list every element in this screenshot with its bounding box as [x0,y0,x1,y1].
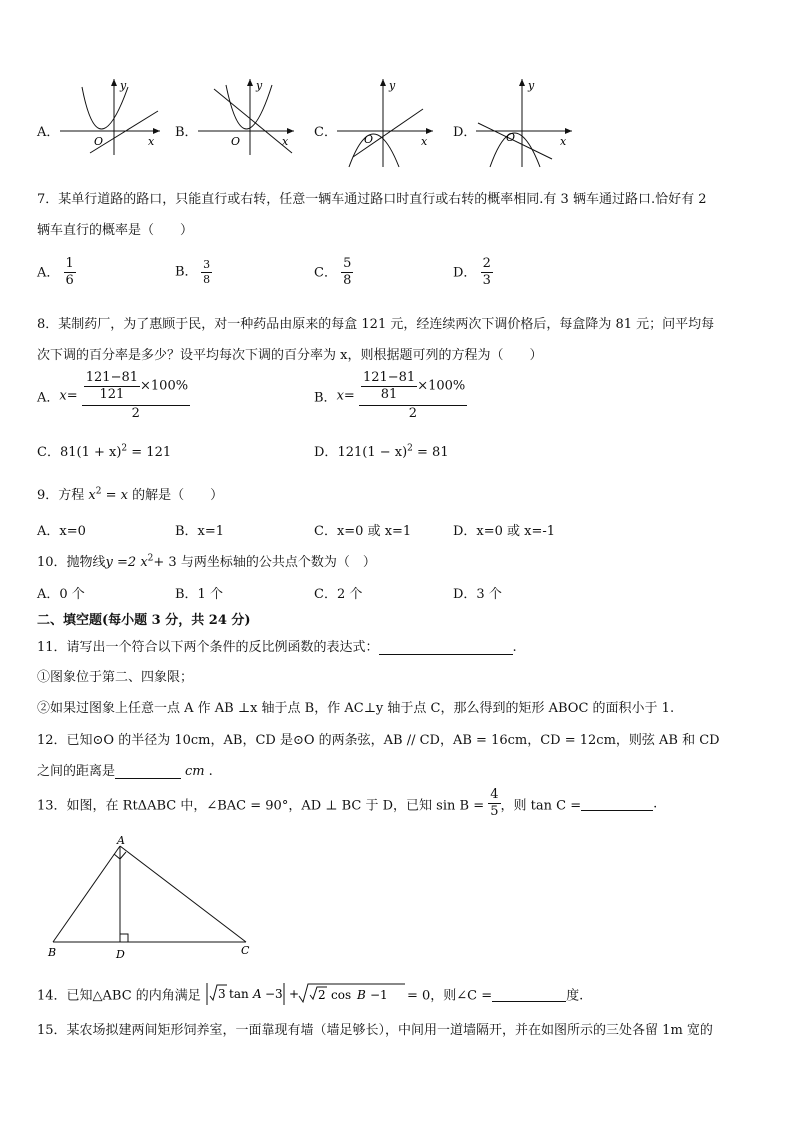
q8-line2: 次下调的百分率是多少？设平均每次下调的百分率为 x，则根据题可列的方程为（ ） [37,348,543,363]
x-axis-arrow [565,128,572,134]
q6-graph-a [60,75,165,157]
q8-option-b [314,370,467,422]
x-axis-arrow [287,128,294,134]
q9-mid: = [101,488,121,503]
x-label: x [148,135,155,148]
q12-unit: cm [185,764,205,779]
x-axis-arrow [426,128,433,134]
outer-denominator: 2 [131,405,140,421]
label-c: C [241,944,250,957]
numerator: 4 [488,787,500,804]
y-label: y [120,79,127,92]
numerator: 1 [64,256,76,273]
y-axis-arrow [519,79,525,86]
origin-label: O [364,133,374,146]
q10-option-b: B．1 个 [175,587,223,602]
svg-text:B: B [356,988,366,1002]
origin-label: O [94,135,104,148]
svg-text:2: 2 [317,988,326,1002]
x-label: x [282,135,289,148]
inner-numerator: 121−81 [84,370,140,387]
fraction [201,258,212,287]
svg-text:3: 3 [217,987,226,1001]
q13-question [37,787,657,821]
q9-exp: 2 [95,486,102,497]
expr-pre: 121(1 − x) [337,445,408,460]
q11-cond2: ②如果过图象上任意一点 A 作 AB ⊥x 轴于点 B，作 AC⊥y 轴于点 C，那么得到的矩形 ABOC 的面积小于 1. [37,701,675,716]
option-label: B． [175,264,198,280]
expr-post: = 81 [412,445,449,460]
y-axis-arrow [111,79,117,86]
numerator: 2 [481,256,493,273]
fraction [481,256,493,290]
inner-numerator: 121−81 [361,370,417,387]
inner-fraction [361,370,417,404]
q9-var: x [88,488,96,503]
q6-option-b-label: B． [175,125,198,140]
q7-line1: 7．某单行道路的路口，只能直行或右转，任意一辆车通过路口时直行或右转的概率相同.有 3 辆车通过路口.恰好有 2 [37,192,707,207]
q11-cond1: ①图象位于第二、四象限； [37,670,194,685]
q8-option-a [37,370,190,422]
q13-answer-blank[interactable] [581,796,653,811]
q6-option-a-label: A． [37,125,60,140]
q8-line1: 8．某制药厂，为了惠顾于民，对一种药品由原来的每盒 121 元，经连续两次下调价格后，每盒降为 81 元；问平均每 [37,317,715,332]
lhs: x= [59,388,78,404]
numerator: 3 [203,258,211,271]
y-label: y [528,79,535,92]
option-label: D． [314,445,338,460]
x-axis-arrow [153,128,160,134]
svg-text:tan: tan [228,987,249,1001]
q12-line1: 12．已知⊙O 的半径为 10cm，AB，CD 是⊙O 的两条弦，AB // CD，AB = 16cm，CD = 12cm，则弦 AB 和 CD [37,733,720,748]
q9-pre: 9．方程 [37,488,89,503]
outer-fraction [359,370,467,422]
q12-end: . [208,764,213,779]
q9-var2: x [120,488,128,503]
x-label: x [560,135,567,148]
exponent: 2 [407,443,413,454]
q12-pre: 之间的距离是 [37,764,116,779]
expr-post: = 121 [127,445,172,460]
side-ac [120,846,246,942]
q10-pre: 10．抛物线 [37,555,106,570]
q10-exp: 2 [147,553,154,564]
q10-option-d: D．3 个 [453,587,502,602]
y-axis-arrow [380,79,386,86]
denominator: 8 [203,272,211,286]
label-a: A [117,834,125,847]
q13-pre: 13．如图，在 RtΔABC 中，∠BAC = 90°，AD ⊥ BC 于 D，已知 sin B = [37,798,485,814]
q12-line2 [37,760,213,779]
y-axis-arrow [247,79,253,86]
q6-option-d-label: D． [453,125,477,140]
q6-graph-b [198,75,303,157]
label-b: B [48,946,57,959]
q6-graph-c [337,75,442,170]
q14-question [37,982,583,1006]
parabola [349,134,399,167]
parabola [82,87,128,129]
y-label: y [389,79,396,92]
fraction [64,256,76,290]
fraction [341,256,353,290]
option-label: D． [453,265,477,281]
q6-graph-d [476,75,581,170]
q9-option-c: C．x=0 或 x=1 [314,524,412,539]
q13-end: . [653,796,658,812]
option-label: A． [37,390,60,406]
inner-denominator: 81 [380,387,398,403]
q10-option-c: C．2 个 [314,587,363,602]
svg-text:−3: −3 [264,987,283,1001]
q11-end: . [512,640,517,655]
q10-formula: y =2 x [105,555,148,570]
svg-text:A: A [252,987,262,1001]
q14-pre: 14．已知△ABC 的内角满足 [37,988,201,1004]
svg-text:−1: −1 [369,988,388,1002]
denominator: 3 [482,273,491,289]
option-label: C． [37,445,60,460]
q9-post: 的解是（ ） [128,488,224,503]
exponent: 2 [121,443,128,454]
q15-line1: 15．某农场拟建两间矩形饲养室，一面靠现有墙（墙足够长），中间用一道墙隔开，并在如图所示的三处各留 1m 宽的 [37,1023,713,1038]
right-angle-d [120,934,128,942]
q8-option-d [314,441,449,460]
q10-post: 与两坐标轴的公共点个数为（ ） [176,555,376,570]
percent: ×100% [140,378,189,394]
q8-option-c [37,441,171,460]
q6-option-c-label: C． [314,125,337,140]
outer-numerator [82,370,190,406]
label-d: D [116,948,125,961]
q14-mid: = 0，则∠C = [406,988,493,1004]
q13-fraction [488,787,500,821]
outer-denominator: 2 [408,405,418,421]
section-title: 二、填空题(每小题 3 分，共 24 分) [37,613,251,628]
origin-label: O [506,131,516,144]
lhs: x= [336,388,355,404]
inner-fraction [84,370,140,404]
q7-option-d [453,256,493,290]
y-label: y [256,79,263,92]
option-label: A． [37,265,60,281]
q13-post: ，则 tan C = [500,798,582,814]
q9-option-b: B．x=1 [175,524,225,539]
q10-question [37,551,376,570]
side-ab [53,846,120,942]
q11-answer-blank[interactable] [379,640,513,655]
q7-option-b [175,258,212,287]
q9-option-a: A．x=0 [37,524,86,539]
expr-pre: 81(1 + x) [59,445,122,460]
denominator: 6 [65,273,74,289]
origin-label: O [231,135,241,148]
line [214,89,292,153]
outer-fraction [82,370,190,422]
q14-formula [205,982,407,1006]
svg-text:cos: cos [330,988,352,1002]
q7-option-a [37,256,76,290]
parabola [226,85,272,129]
q10-formula-post: + 3 [153,555,177,570]
x-label: x [421,135,428,148]
q14-end: 度. [566,988,584,1004]
q9-option-d: D．x=0 或 x=-1 [453,524,556,539]
inner-denominator: 121 [99,387,125,403]
option-label: B． [314,390,337,406]
q7-option-c [314,256,353,290]
option-label: C． [314,265,337,281]
q11-text: 11．请写出一个符合以下两个条件的反比例函数的表达式： [37,640,379,655]
percent: ×100% [417,378,466,394]
denominator: 5 [490,804,499,820]
q13-triangle-figure [40,834,260,962]
q9-question [37,484,223,503]
q7-line2: 辆车直行的概率是（ ） [37,223,194,238]
svg-text:+: + [288,987,300,1001]
q12-answer-blank[interactable] [115,764,181,779]
q14-answer-blank[interactable] [492,987,566,1002]
outer-numerator [359,370,467,406]
denominator: 8 [343,273,352,289]
q11-line1 [37,636,517,655]
numerator: 5 [341,256,353,273]
q10-option-a: A．0 个 [37,587,85,602]
